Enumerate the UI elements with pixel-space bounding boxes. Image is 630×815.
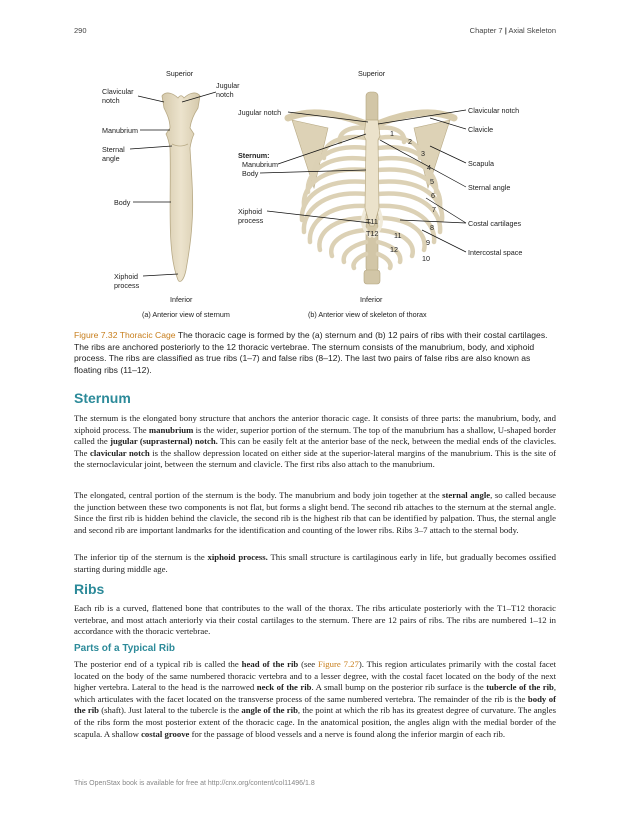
rib-number-6: 6: [431, 191, 435, 200]
ribs-paragraph-1: Each rib is a curved, flattened bone that contributes to the wall of the thorax. The ribs articulate posteriorly with the T1–T12 thoracic vertebrae, and most attach anteriorly via their costal cartilages to the sternum. There are 12 pairs of ribs. The ribs are numbered 1–12 in accordance with the thoracic vertebrae.: [74, 603, 556, 637]
b-inferior-label: Inferior: [360, 295, 383, 304]
running-header: [470, 26, 556, 35]
b-xiphoid-label-1: Xiphoid: [238, 207, 262, 216]
b-sternum-label: Sternum:: [238, 151, 270, 160]
sternum-illustration: [162, 93, 200, 282]
a-xiphoid-label-1: Xiphoid: [114, 272, 138, 281]
b-scapula-label: Scapula: [468, 159, 494, 168]
a-jugular-notch-label-1: Jugular: [216, 81, 240, 90]
t12-label: T12: [366, 229, 379, 238]
figure-caption: [74, 330, 556, 376]
b-sternal-angle-label: Sternal angle: [468, 183, 511, 192]
a-sternal-angle-label-1: Sternal: [102, 145, 125, 154]
ribs-heading: Ribs: [74, 581, 105, 597]
chapter-number: Chapter 7: [469, 26, 503, 35]
rib-number-8: 8: [430, 223, 434, 232]
rib-number-11: 11: [394, 231, 402, 240]
rib-number-9: 9: [426, 238, 430, 247]
a-body-label: Body: [114, 198, 131, 207]
rib-number-2: 2: [408, 137, 412, 146]
rib-number-4: 4: [427, 163, 431, 172]
a-clavicular-notch-label-2: notch: [102, 96, 120, 105]
b-jugular-notch-label: Jugular notch: [238, 108, 282, 117]
chapter-title: Axial Skeleton: [508, 26, 556, 35]
b-manubrium-label: Manubrium: [242, 160, 278, 169]
sternum-heading: Sternum: [74, 390, 131, 406]
figure-7-27-link[interactable]: Figure 7.27: [318, 659, 359, 669]
page-footer: This OpenStax book is available for free at http://cnx.org/content/col11496/1.8: [74, 780, 315, 787]
sternum-paragraph-3: The inferior tip of the sternum is the xiphoid process. This small structure is cartilaginous early in life, but gradually becomes ossified starting during middle age.: [74, 552, 556, 574]
a-inferior-label: Inferior: [170, 295, 193, 304]
sternum-paragraph-2: The elongated, central portion of the sternum is the body. The manubrium and body join together at the sternal angle, so called because the junction between these two components is not flat, but forms a slight bend. The second rib attaches to the sternum at the sternal angle. Since the first rib is hidden behind the clavicle, the second rib is the highest rib that can be identified by palpation. Thus, the sternal angle and second rib are important landmarks for the identification and counting of the lower ribs. Ribs 3–7 attach to the sternal body.: [74, 490, 556, 535]
t11-label: T11: [366, 217, 378, 226]
b-costal-cartilages-label: Costal cartilages: [468, 219, 522, 228]
b-panel-caption: (b) Anterior view of skeleton of thorax: [308, 310, 427, 319]
b-intercostal-space-label: Intercostal space: [468, 248, 523, 257]
b-xiphoid-label-2: process: [238, 216, 264, 225]
a-sternal-angle-label-2: angle: [102, 154, 120, 163]
a-panel-caption: (a) Anterior view of sternum: [142, 310, 230, 319]
rib-number-7: 7: [432, 205, 436, 214]
rib-number-3: 3: [421, 149, 425, 158]
a-xiphoid-label-2: process: [114, 281, 140, 290]
page-number: 290: [74, 26, 87, 35]
a-manubrium-label: Manubrium: [102, 126, 138, 135]
ribs-paragraph-2: The posterior end of a typical rib is called the head of the rib (see Figure 7.27). This region articulates primarily with the costal facet located on the body of the same numbered thoracic vertebra and to a lesser degree, with the costal facet located on the body of the next higher vertebra. Lateral to the head is the narrowed neck of the rib. A small bump on the posterior rib surface is the tubercle of the rib, which articulates with the facet located on the transverse process of the same numbered vertebra. The remainder of the rib is the body of the rib (shaft). Just lateral to the tubercle is the angle of the rib, the point at which the rib has its greatest degree of curvature. The angles of the ribs form the most posterior extent of the thoracic cage. In the anatomical position, the angles align with the medial border of the scapula. A shallow costal groove for the passage of blood vessels and a nerve is found along the inferior margin of each rib.: [74, 659, 557, 739]
rib-number-5: 5: [430, 177, 434, 186]
figure-caption-label: Figure 7.32 Thoracic Cage: [74, 330, 176, 340]
b-body-label: Body: [242, 169, 259, 178]
parts-of-rib-subheading: Parts of a Typical Rib: [74, 643, 175, 654]
sternum-paragraph-1: The sternum is the elongated bony structure that anchors the anterior thoracic cage. It consists of three parts: the manubrium, body, and xiphoid process. The manubrium is the wider, superior portion of the sternum. The top of the manubrium has a shallow, U-shaped border called the jugular (suprasternal) notch. This can be easily felt at the anterior base of the neck, between the medial ends of the clavicles. The clavicular notch is the shallow depression located on either side at the superior-lateral margins of the manubrium. This is the site of the sternoclavicular joint, between the sternum and clavicle. The first ribs also attach to the manubrium.: [74, 413, 557, 470]
rib-number-12: 12: [390, 245, 398, 254]
rib-number-1: 1: [390, 129, 394, 138]
thoracic-cage-figure: [70, 58, 560, 324]
a-jugular-notch-label-2: notch: [216, 90, 234, 99]
b-clavicle-label: Clavicle: [468, 125, 494, 134]
b-clavicular-notch-label: Clavicular notch: [468, 106, 520, 115]
a-clavicular-notch-label-1: Clavicular: [102, 87, 134, 96]
b-superior-label: Superior: [358, 69, 386, 78]
a-superior-label: Superior: [166, 69, 194, 78]
rib-number-10: 10: [422, 254, 430, 263]
header-separator: |: [504, 26, 507, 35]
figure-caption-text: The thoracic cage is formed by the (a) sternum and (b) 12 pairs of ribs with their costal cartilages. The ribs are anchored posteriorly to the 12 thoracic vertebrae. The sternum consists of the manubrium, body, and xiphoid process. The ribs are classified as true ribs (1–7) and false ribs (8–12). The last two pairs of false ribs are also known as floating ribs (11–12).: [74, 330, 548, 375]
